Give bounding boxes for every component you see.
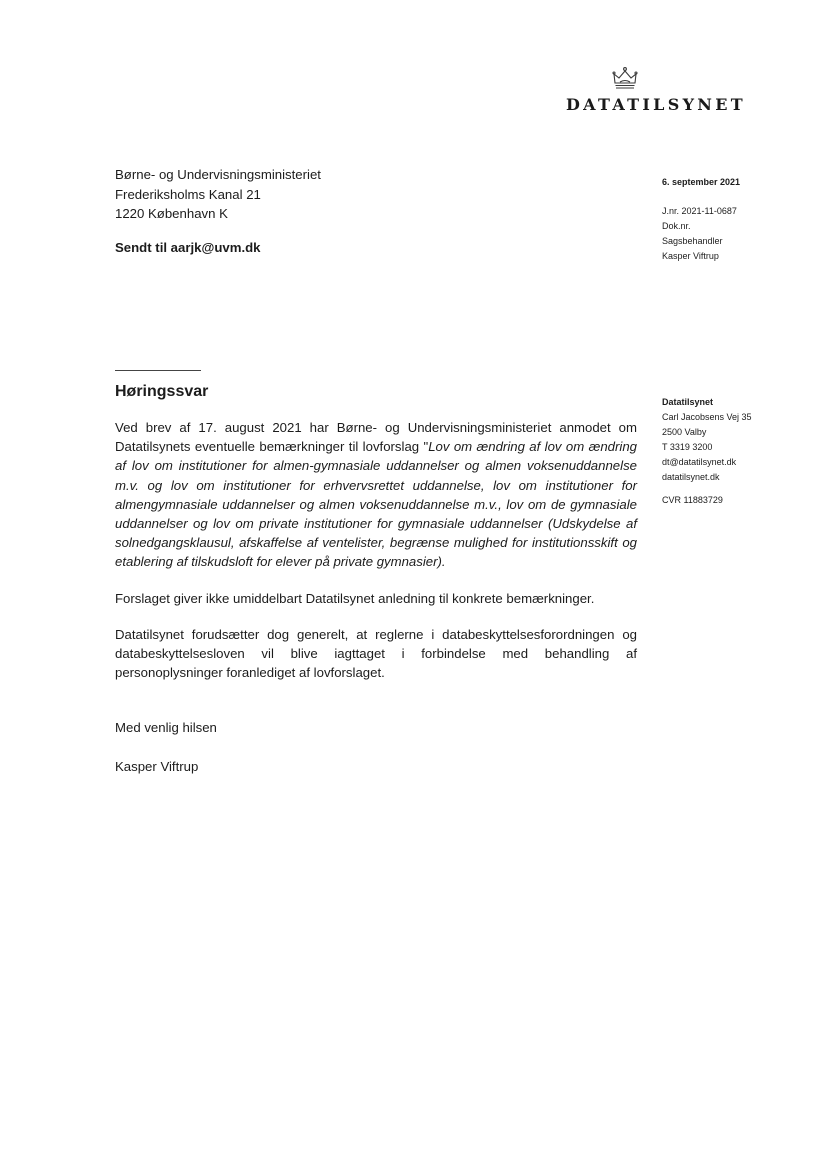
sender-city: 2500 Valby xyxy=(662,427,707,437)
sender-cvr: CVR 11883729 xyxy=(662,495,723,505)
sender-web: datatilsynet.dk xyxy=(662,472,720,482)
letter-meta xyxy=(662,175,740,264)
sender-name: Datatilsynet xyxy=(662,397,714,407)
paragraph-1-lead: Ved brev af 17. august 2021 har Børne- og Undervisningsministeriet anmodet om Datatilsynets eventuelle bemærkninger til lovforslag " xyxy=(115,420,637,455)
letter-body xyxy=(115,418,637,682)
paragraph-1 xyxy=(115,418,637,572)
caseworker-name: Kasper Viftrup xyxy=(662,251,719,261)
sender-street: Carl Jacobsens Vej 35 xyxy=(662,412,752,422)
caseworker-label: Sagsbehandler xyxy=(662,236,723,246)
recipient-city: 1220 København K xyxy=(115,206,228,221)
datatilsynet-logo xyxy=(566,66,766,118)
title-rule xyxy=(115,370,201,371)
sender-phone: T 3319 3200 xyxy=(662,442,713,452)
sender-block xyxy=(662,395,752,508)
sender-email: dt@datatilsynet.dk xyxy=(662,457,737,467)
signer-name: Kasper Viftrup xyxy=(115,759,199,774)
closing-greeting: Med venlig hilsen xyxy=(115,720,217,735)
sent-to-line: Sendt til aarjk@uvm.dk xyxy=(115,240,261,255)
paragraph-3: Datatilsynet forudsætter dog generelt, at reglerne i databeskyttelsesforordningen og databeskyttelsesloven vil blive iagttaget i forbindelse med behandling af personoplysninger foranlediget af lovforslaget. xyxy=(115,626,637,681)
recipient-street: Frederiksholms Kanal 21 xyxy=(115,186,261,202)
letter-title: Høringssvar xyxy=(115,383,209,400)
logo-wordmark: DATATILSYNET xyxy=(566,95,746,114)
paragraph-2: Forslaget giver ikke umiddelbart Datatilsynet anledning til konkrete bemærkninger. xyxy=(115,590,595,606)
journal-number: J.nr. 2021-11-0687 xyxy=(662,206,737,216)
document-number: Dok.nr. xyxy=(662,221,691,231)
crown-icon xyxy=(612,66,638,90)
letter-date: 6. september 2021 xyxy=(662,177,741,187)
bill-title: Lov om ændring af lov om ændring af lov om institutioner for almen-gymnasiale uddannelser og almen voksenuddannelse m.v. og lov om institutioner for erhvervsrettet uddannelse, lov om institutioner for almengymnasiale uddannelser og almen voksenuddannelse m.v., lov om de gymnasiale uddannelser og lov om private institutioner for gymnasiale uddannelser (Udskydelse af solnedgangsklausul, afskaffelse af ventelister, begrænse mulighed for institutionsskift og etablering af tilskudsloft for elever på private gymnasier). xyxy=(115,439,637,570)
recipient-name: Børne- og Undervisningsministeriet xyxy=(115,167,321,182)
recipient-address xyxy=(115,165,321,224)
